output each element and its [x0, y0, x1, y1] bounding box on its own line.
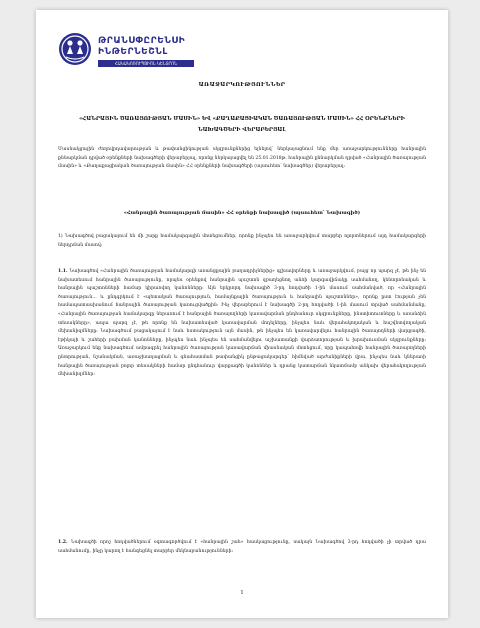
paragraph-text: Նախագծով «Հանրային ծառայության համակարգի առանցքային բաղադրիչներից» գլխավորները և առաջարկվում, բայց որ պարզ չէ, թե ինչ են նախատեսում հանրային ծառայությունը, որպես օրենքով հանրային պաշտոն զբաղեցնող անձի կարգավիճակը սահմանող, կենտրոնական և հանրային պաշտոնների համար կիրառվող կանոնները: Այն երկրորդ նախագիծ 3-րդ հոդվածի 1-ին մասում սահմանված, որ «Հանրային ծառայություն... և ընդգրկում է «պետական ծառայություն, համայնքային ծառայություն և հանրային պաշտոններ», որոնք ըստ էության չեն համապատասխանում հանրային ծառայության կառուցվածքին: Ինչ վերաբերում է նախագծի 2-րդ հոդվածի 1-ին մասում տրված սահմանմանը, «Հանրային ծառայության համակարգը ներառում է հանրային ծառայողների կառավարման ընդհանուր սկզբունքները, ինստիտուտները և առանձին տեսակները», ապա պարզ չէ, թե որոնք են նախատեսված կառավարման մոդելները, ինչպես նաև վերահսկողական և հաշվետվողական մեխանիզմները: Նախագծում բացակայում է նաև հստակություն այն մասին, թե ինչպես են կառավարվելու հանրային ծառայողների վարքագծի, էթիկայի և շահերի բախման կանոնները, ինչպես նաև ինչպես են սահմանվելու աշխատանքի վարձատրության և խրախուսման սկզբունքները: Առաջարկում ենք նախագծում ամրագրել հանրային ծառայության կառավարման միասնական մոտեցում, որը կապահովի հանրային ծառայողների ընտրության, նշանակման, առաջխաղացման և գնահատման թափանցիկ ընթացակարգեր՝ հիմնված արժանիքների վրա, ինչպես նաև կներառի հանրային ծառայության բոլոր տեսակների համար ընդհանուր վարքագծի կանոններ և դրանց կատարման նկատմամբ անկախ վերահսկողության մեխանիզմներ:	[58, 269, 426, 378]
intro-paragraph: Մասնակցային ժողովրդավարության և թափանցիկության սկզբունքներից ելնելով՝ ներկայացնում ենք մեր առաջարկությունները հանրային քննարկման դրված օրենքների նախագծերի վերաբերյալ, որոնք ներկայացվել են 25.01.2018թ. հանրային քննարկման դրված «Հանրային ծառայության մասին» և «Քաղաքացիական ծառայության մասին» ՀՀ օրենքների նախագծերի (այսուհետ՝ նախագծեր) վերաբերյալ:	[58, 147, 426, 170]
section-subheading: «Հանրային ծառայության մասին» ՀՀ օրենքի նախագիծ (այսուհետ՝ Նախագիծ)	[123, 210, 361, 216]
document-page	[36, 10, 448, 618]
paragraph-number: 1.2.	[58, 540, 68, 545]
logo-name-line2: ԻՆԹԵՐՆԵՇՆԼ	[98, 47, 168, 57]
globe-people-icon	[58, 32, 92, 66]
organization-logo	[58, 32, 228, 76]
paragraph-text: Նախագծի որոշ հոդվածներում օգտագործվում է «հանրային շահ» հասկացությունը, սակայն Նախագծով 3-րդ հոդվածի չի տրված դրա սահմանումը, ինչը կարող է հանգեցնել տարբեր մեկնաբանությունների:	[58, 540, 426, 554]
paragraph-1: 1) Նախագծով բացակայում են մի շարք համակարգային մոտեցումներ, որոնք ինչպես են առաջարկվում տարբեր ոլորտներում այդ համակարգերի ներդրման մասով:	[58, 234, 426, 248]
document-heading: ԱՌԱՋԱՐԿՈՒԹՅՈՒՆՆԵՐ	[198, 82, 286, 88]
logo-subtitle-strip: ՀԱԿԱԿՈՌՈՒՊՑԻՈՆ ԿԵՆՏՐՈՆ	[98, 60, 194, 67]
page-number: 1	[240, 590, 244, 596]
paragraph-number: 1.1.	[58, 269, 68, 274]
document-title: «ՀԱՆՐԱՅԻՆ ԾԱՌԱՅՈՒԹՅԱՆ ՄԱՍԻՆ» ԵՎ «ՔԱՂԱՔԱՑԻԱԿԱՆ ԾԱՌԱՅՈՒԹՅԱՆ ՄԱՍԻՆ» ՀՀ ՕՐԵՆՔՆԵՐԻ ՆԱԽԱԳԾԵՐԻ ՎԵՐԱԲԵՐՅԱԼ	[79, 116, 405, 133]
logo-name-line1: ԹՐԱՆՍՓԸՐԵՆՍԻ	[98, 36, 186, 46]
paragraph-1-1	[58, 268, 426, 380]
paragraph-1-2	[58, 539, 426, 556]
